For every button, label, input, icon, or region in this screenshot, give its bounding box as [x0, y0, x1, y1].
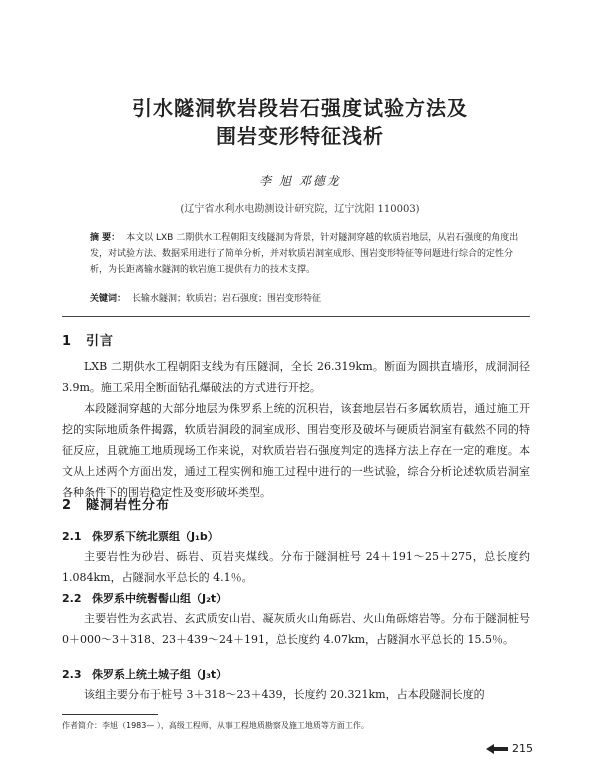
section-heading-2	[62, 494, 170, 513]
keywords	[90, 291, 522, 307]
paper-title-line2: 围岩变形特征浅析	[216, 124, 384, 148]
abstract-label: 摘 要：	[90, 233, 121, 243]
section-number: 2	[62, 498, 73, 513]
section-title: 引言	[86, 334, 115, 349]
abstract-text: 本文以 LXB 二期供水工程朝阳支线隧洞为背景，针对隧洞穿越的软质岩地层，从岩石强度的角度出发，对试验方法、数据采用进行了简单分析，并对软质岩洞室成形、围岩变形特征等问题进行综合的定性分析，为长距离输水隧洞的软岩施工提供有力的技术支撑。	[90, 233, 519, 275]
subsection-number: 2.2	[62, 592, 82, 605]
footnote-rule	[62, 714, 158, 715]
subsection-number: 2.3	[62, 668, 82, 681]
page-number: 215	[512, 742, 533, 755]
authors: 李 旭 邓德龙	[259, 174, 341, 188]
keywords-text: 长输水隧洞；软质岩；岩石强度；围岩变形特征	[132, 294, 322, 304]
subsection-title: 侏罗系中统髫髻山组（J₂t）	[92, 592, 228, 605]
keywords-label: 关键词：	[90, 294, 127, 304]
paragraph: 主要岩性为砂岩、砾岩、页岩夹煤线。分布于隧洞桩号 24＋191～25＋275，总长度约 1.084km，占隧洞水平总长的 4.1％。	[62, 550, 530, 584]
section-heading-1	[62, 330, 114, 349]
divider	[62, 316, 530, 317]
paragraph: 本段隧洞穿越的大部分地层为侏罗系上统的沉积岩，该套地层岩石多属软质岩，通过施工开挖的实际地质条件揭露，软质岩洞段的洞室成形、围岩变形及破坏与硬质岩洞室有截然不同的特征反应，且就施工地质现场工作来说，对软质岩岩石强度判定的选择方法上存在一定的难度。本文从上述两个方面出发，通过工程实例和施工过程中进行的一些试验，综合分析论述软质岩洞室各种条件下的围岩稳定性及变形破坏类型。	[62, 402, 530, 499]
subsection-heading-2-3	[62, 666, 227, 682]
paragraph: 该组主要分布于桩号 3＋318～23＋439，长度约 20.321km，占本段隧洞长度的	[84, 688, 485, 701]
subsection-heading-2-2	[62, 590, 227, 606]
affiliation: (辽宁省水利水电勘测设计研究院，辽宁沈阳 110003)	[180, 204, 420, 215]
footnote: 作者简介：李旭（1983— ），高级工程师，从事工程地质勘察及施工地质等方面工作。	[62, 721, 369, 730]
left-arrow-icon	[486, 744, 508, 754]
paragraph: 主要岩性为玄武岩、玄武质安山岩、凝灰质火山角砾岩、火山角砾熔岩等。分布于隧洞桩号 0＋000～3＋318、23＋439～24＋191，总长度约 4.07km，占隧洞水平总长的 15.5％。	[62, 612, 530, 646]
section-number: 1	[62, 334, 73, 349]
subsection-number: 2.1	[62, 530, 82, 543]
subsection-heading-2-1	[62, 528, 219, 544]
paragraph: LXB 二期供水工程朝阳支线为有压隧洞，全长 26.319km。断面为圆拱直墙形，成洞洞径 3.9m。施工采用全断面钻孔爆破法的方式进行开挖。	[62, 360, 530, 394]
abstract	[90, 230, 522, 278]
section-title: 隧洞岩性分布	[86, 498, 171, 513]
subsection-title: 侏罗系上统土城子组（J₃t）	[92, 668, 228, 681]
paper-title-line1: 引水隧洞软岩段岩石强度试验方法及	[132, 96, 468, 120]
page-number-block	[486, 742, 533, 755]
subsection-title: 侏罗系下统北票组（J₁b）	[92, 530, 219, 543]
